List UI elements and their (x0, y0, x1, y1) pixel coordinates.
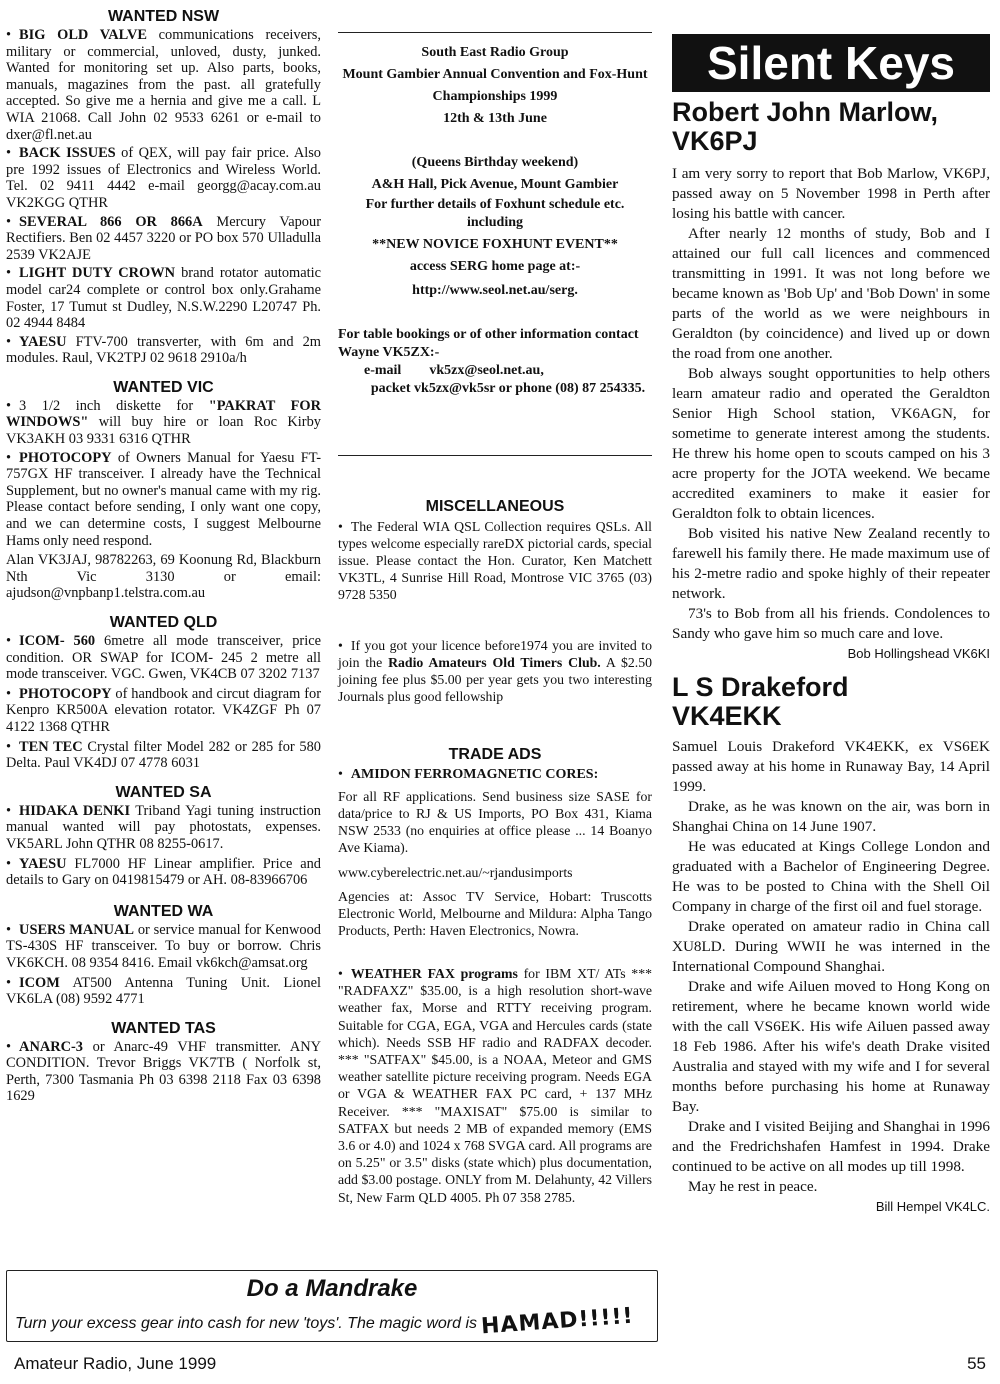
booking-contact: For table bookings or of other information contact Wayne VK5ZX:- (338, 327, 639, 360)
mandrake-text: Turn your excess gear into cash for new 'toys'. The magic word is HAMAD!!!!! (15, 1303, 635, 1340)
obit1-para: I am very sorry to report that Bob Marlow, VK6PJ, passed away on 5 November 1998 in Perth after losing his battle with cancer. (672, 165, 990, 222)
sa-item: • HIDAKA DENKI Triband Yagi tuning instruction manual wanted will pay photostats, expenses. VK5ARL John QTHR 08 8255-0617. (6, 803, 321, 853)
qsl-collection-notice: • The Federal WIA QSL Collection requires QSLs. All types welcome especially rareDX pictorial cards, special issue. Please contact the Hon. Curator, Ken Matchett VK3TL, 4 Sunrise Hill Road, Montrose VIC 3765 (03) 9728 5350 (338, 518, 652, 603)
obit2-signature: Bill Hempel VK4LC. (875, 1199, 990, 1214)
wa-item: • ICOM AT500 Antenna Tuning Unit. Lionel VK6LA (08) 9592 4771 (6, 975, 321, 1008)
wanted-wa-heading: WANTED WA (113, 902, 214, 920)
obit1-para: Bob visited his native New Zealand recently to farewell his family there. He made maximum use of his 2-metre radio and spoke highly of their repeater network. (672, 525, 990, 602)
booking-email[interactable]: e-mail vk5zx@seol.net.au, (364, 363, 544, 378)
obit2-para: May he rest in peace. (688, 1178, 818, 1195)
obit2-para: Drake operated on amateur radio in China call XU8LD. During WWII he was interned in the International Compound Shanghai. (672, 918, 990, 975)
divider (338, 455, 652, 456)
serg-url[interactable]: http://www.seol.net.au/serg. (412, 283, 578, 298)
serg-org: South East Radio Group (421, 45, 569, 60)
weather-fax-ad: • WEATHER FAX programs for IBM XT/ ATs *** "RADFAXZ" $35.00, is a high resolution short-wave weather fax, Morse and RTTY receiving program. Suitable for CGA, EGA, VGA and Hercules cards (state which). Needs SSB HF radio and RADFAX decoder. *** "SATFAX" $45.00, is a NOAA, Meteor and GMS weather satellite picture receiving program. Needs EGA or VGA & WEATHER FAX PC card, + 137 MHz Receiver. *** "MAXISAT" $75.00 is similar to SATFAX but needs 2 MB of expanded memory (EMS 3.6 or 4.0) and 1024 x 768 SVGA card. All programs are on 5.25" or 3.5" disks (state which) plus documentation, add $3.00 postage. ONLY from M. Delahunty, 42 Villers St, New Farm QLD 4005. Ph 07 358 2785. (338, 965, 652, 1206)
events-column (338, 0, 653, 1205)
trade-ads-heading: TRADE ADS (448, 746, 542, 763)
obit2-para: He was educated at Kings College London and graduated with a Bachelor of Engineering Degree. He was to be posted to China with the Shell Oil Company in charge of the first oil and fuel storage. (672, 838, 990, 915)
wanted-sa-heading: WANTED SA (115, 783, 212, 801)
obit2-para: Drake and wife Ailuen moved to Hong Kong on retirement, where he became known world wide with the call VS6EK. His wife Ailuen passed away 18 Feb 1986. After his wife's death Drake visited Australia and stayed with my wife and I for several months before purchasing his home at Runaway Bay. (672, 978, 990, 1115)
obit1-signature: Bob Hollingshead VK6KI (847, 646, 990, 661)
serg-dates: 12th & 13th June (443, 111, 547, 126)
serg-notice (338, 44, 652, 398)
obit2-body (672, 737, 990, 1197)
mandrake-title: Do a Mandrake (246, 1275, 418, 1302)
serg-holiday: (Queens Birthday weekend) (411, 155, 579, 170)
wanted-vic-heading: WANTED VIC (113, 378, 214, 396)
booking-info (338, 326, 652, 398)
amidon-ad: For all RF applications. Send business size SASE for data/price to RJ & US Imports, PO Box 431, Kiama NSW 2533 (no enquiries at office please ... 14 Boanyo Ave Kiama). (338, 789, 652, 855)
footer-magazine: Amateur Radio, June 1999 (14, 1354, 217, 1373)
wanted-tas-heading: WANTED TAS (111, 1019, 216, 1037)
serg-details: For further details of Foxhunt schedule etc. including (365, 197, 625, 230)
serg-novice: **NEW NOVICE FOXHUNT EVENT** (372, 237, 618, 252)
qld-item: • PHOTOCOPY of handbook and circut diagram for Kenpro KR500A elevation rotator. VK4ZGF Ph 07 4122 1368 QTHR (6, 686, 321, 736)
serg-convention: Mount Gambier Annual Convention and Fox-Hunt (342, 67, 648, 82)
misc-heading: MISCELLANEOUS (425, 498, 565, 515)
vic-item: • 3 1/2 inch diskette for "PAKRAT FOR WINDOWS" will buy hire or loan Roc Kirby VK3AKH 03 9331 6316 QTHR (6, 398, 321, 448)
nsw-item: • YAESU FTV-700 transverter, with 6m and 2m modules. Raul, VK2TPJ 02 9618 2910a/h (6, 334, 321, 367)
serg-venue: A&H Hall, Pick Avenue, Mount Gambier (371, 177, 619, 192)
nsw-item: • BACK ISSUES of QEX, will pay fair price. Also pre 1992 issues of Electronics and Wireless World. Tel. 02 9411 4442 e-mail georgg@acay.com.au VK2KGG QTHR (6, 145, 321, 211)
nsw-item: • SEVERAL 866 OR 866A Mercury Vapour Rectifiers. Ben 02 4457 3220 or PO box 570 Ulladulla 2539 VK2AJE (6, 214, 321, 264)
misc-section (338, 498, 652, 705)
obit1-para: After nearly 12 months of study, Bob and I attained our full call licences and commenced transmitting in 1991. It was not long before we became known as 'Bob Up' and 'Bob Down' in some parts of the world as we were neighbours in Geraldton (by coincidence) and lived up or down the road from one another. (672, 225, 990, 362)
obit1-title: Robert John Marlow, VK6PJ (672, 97, 939, 156)
wanted-nsw-heading: WANTED NSW (107, 8, 220, 25)
obit2-para: Drake, as he was known on the air, was born in Shanghai China on 14 June 1907. (672, 798, 990, 835)
obit1-para: 73's to Bob from all his friends. Condolences to Sandy who gave him so much care and love. (672, 605, 990, 642)
trade-ads-section (338, 746, 652, 1206)
silent-keys-column (672, 0, 990, 1214)
serg-homepage-label: access SERG home page at:- (409, 259, 581, 274)
old-timers-notice: • If you got your licence before1974 you are invited to join the Radio Amateurs Old Timers Club. A $2.50 joining fee plus $5.00 per year gets you two interesting Journals plus good fellowship (338, 637, 652, 705)
vic-contact: Alan VK3JAJ, 98782263, 69 Koonung Rd, Blackburn Nth Vic 3130 or email: ajudson@vnpbanp1.telstra.com.au (6, 552, 321, 602)
serg-championships: Championships 1999 (432, 89, 558, 104)
qld-item: • TEN TEC Crystal filter Model 282 or 285 for 580 Delta. Paul VK4DJ 07 4778 6031 (6, 739, 321, 772)
vic-item: • PHOTOCOPY of Owners Manual for Yaesu FT-757GX HF transceiver. I already have the Technical Supplement, but no owner's manual came with my rig. Please contact before sending, I only want one copy, and we can determine costs, I suggest Melbourne Hams only need respond. (6, 450, 321, 550)
magic-word: HAMAD!!!!! (480, 1303, 635, 1340)
footer-page-number: 55 (967, 1354, 986, 1373)
sa-item: • YAESU FL7000 HF Linear amplifier. Price and details to Gary on 0419815479 or AH. 08-83966706 (6, 856, 321, 889)
nsw-item: • BIG OLD VALVE communications receivers, military or commercial, unloved, dusty, junked. Wanted for monitoring set up. Also parts, books, manuals, magazines from the past. all gratefully accepted. So give me a hernia and give me a call. L WIA 21068. Call John 02 9533 6261 or e-mail to dxer@fl.net.au (6, 27, 321, 143)
qld-item: • ICOM- 560 6metre all mode transceiver, price condition. OR SWAP for ICOM- 245 2 metre all mode transceiver. VGC. Gwen, VK4CB 07 3202 7137 (6, 633, 321, 683)
obit2-para: Samuel Louis Drakeford VK4EKK, ex VS6EK passed away at his home in Runaway Bay, 14 April 1999. (672, 738, 990, 795)
wanted-qld-heading: WANTED QLD (109, 614, 218, 631)
amidon-url[interactable]: www.cyberelectric.net.au/~rjandusimports (338, 865, 573, 880)
obit2-para: Drake and I visited Beijing and Shanghai in 1996 and the Fredrichshafen Hamfest in 1994. Drake continued to be active on all modes up till 1998. (672, 1118, 990, 1175)
amidon-heading: • AMIDON FERROMAGNETIC CORES: (338, 766, 652, 784)
obit1-para: Bob always sought opportunities to help others learn amateur radio and operated the Geraldton Senior High School station, VK6AGN, for sometime to generate interest among the students. He threw his home open to scouts camped on his 3 acre property for the JOTA weekend. We became accredited examiners to make it easier for Geraldton folk to obtain licences. (672, 365, 990, 522)
nsw-item: • LIGHT DUTY CROWN brand rotator automatic model car24 complete or control box only.Grahame Foster, 17 Tumut st Dudley, N.S.W.2290 L20747 Ph. 02 4944 8484 (6, 265, 321, 331)
obit2-title: L S Drakeford VK4EKK (672, 672, 849, 731)
wanted-column (6, 0, 321, 1105)
tas-item: • ANARC-3 or Anarc-49 VHF transmitter. ANY CONDITION. Trevor Briggs VK7TB ( Norfolk st, Perth, 7300 Tasmania Ph 03 6398 2118 Fax 03 6398 1629 (6, 1039, 321, 1105)
obit1-body (672, 164, 990, 644)
amidon-agents: Agencies at: Assoc TV Service, Hobart: Truscotts Electronic World, Melbourne and Mildura: Alpha Tango Products, Perth: Haven Electronics, Nowra. (338, 889, 652, 938)
silent-keys-banner: Silent Keys (672, 34, 990, 92)
wa-item: • USERS MANUAL or service manual for Kenwood TS-430S HF transceiver. To buy or borrow. Chris VK6KCH. 08 9354 8416. Email vk6kch@amsat.org (6, 922, 321, 972)
mandrake-box (6, 1270, 658, 1342)
booking-packet: packet vk5zx@vk5sr or phone (08) 87 254335. (370, 381, 646, 396)
